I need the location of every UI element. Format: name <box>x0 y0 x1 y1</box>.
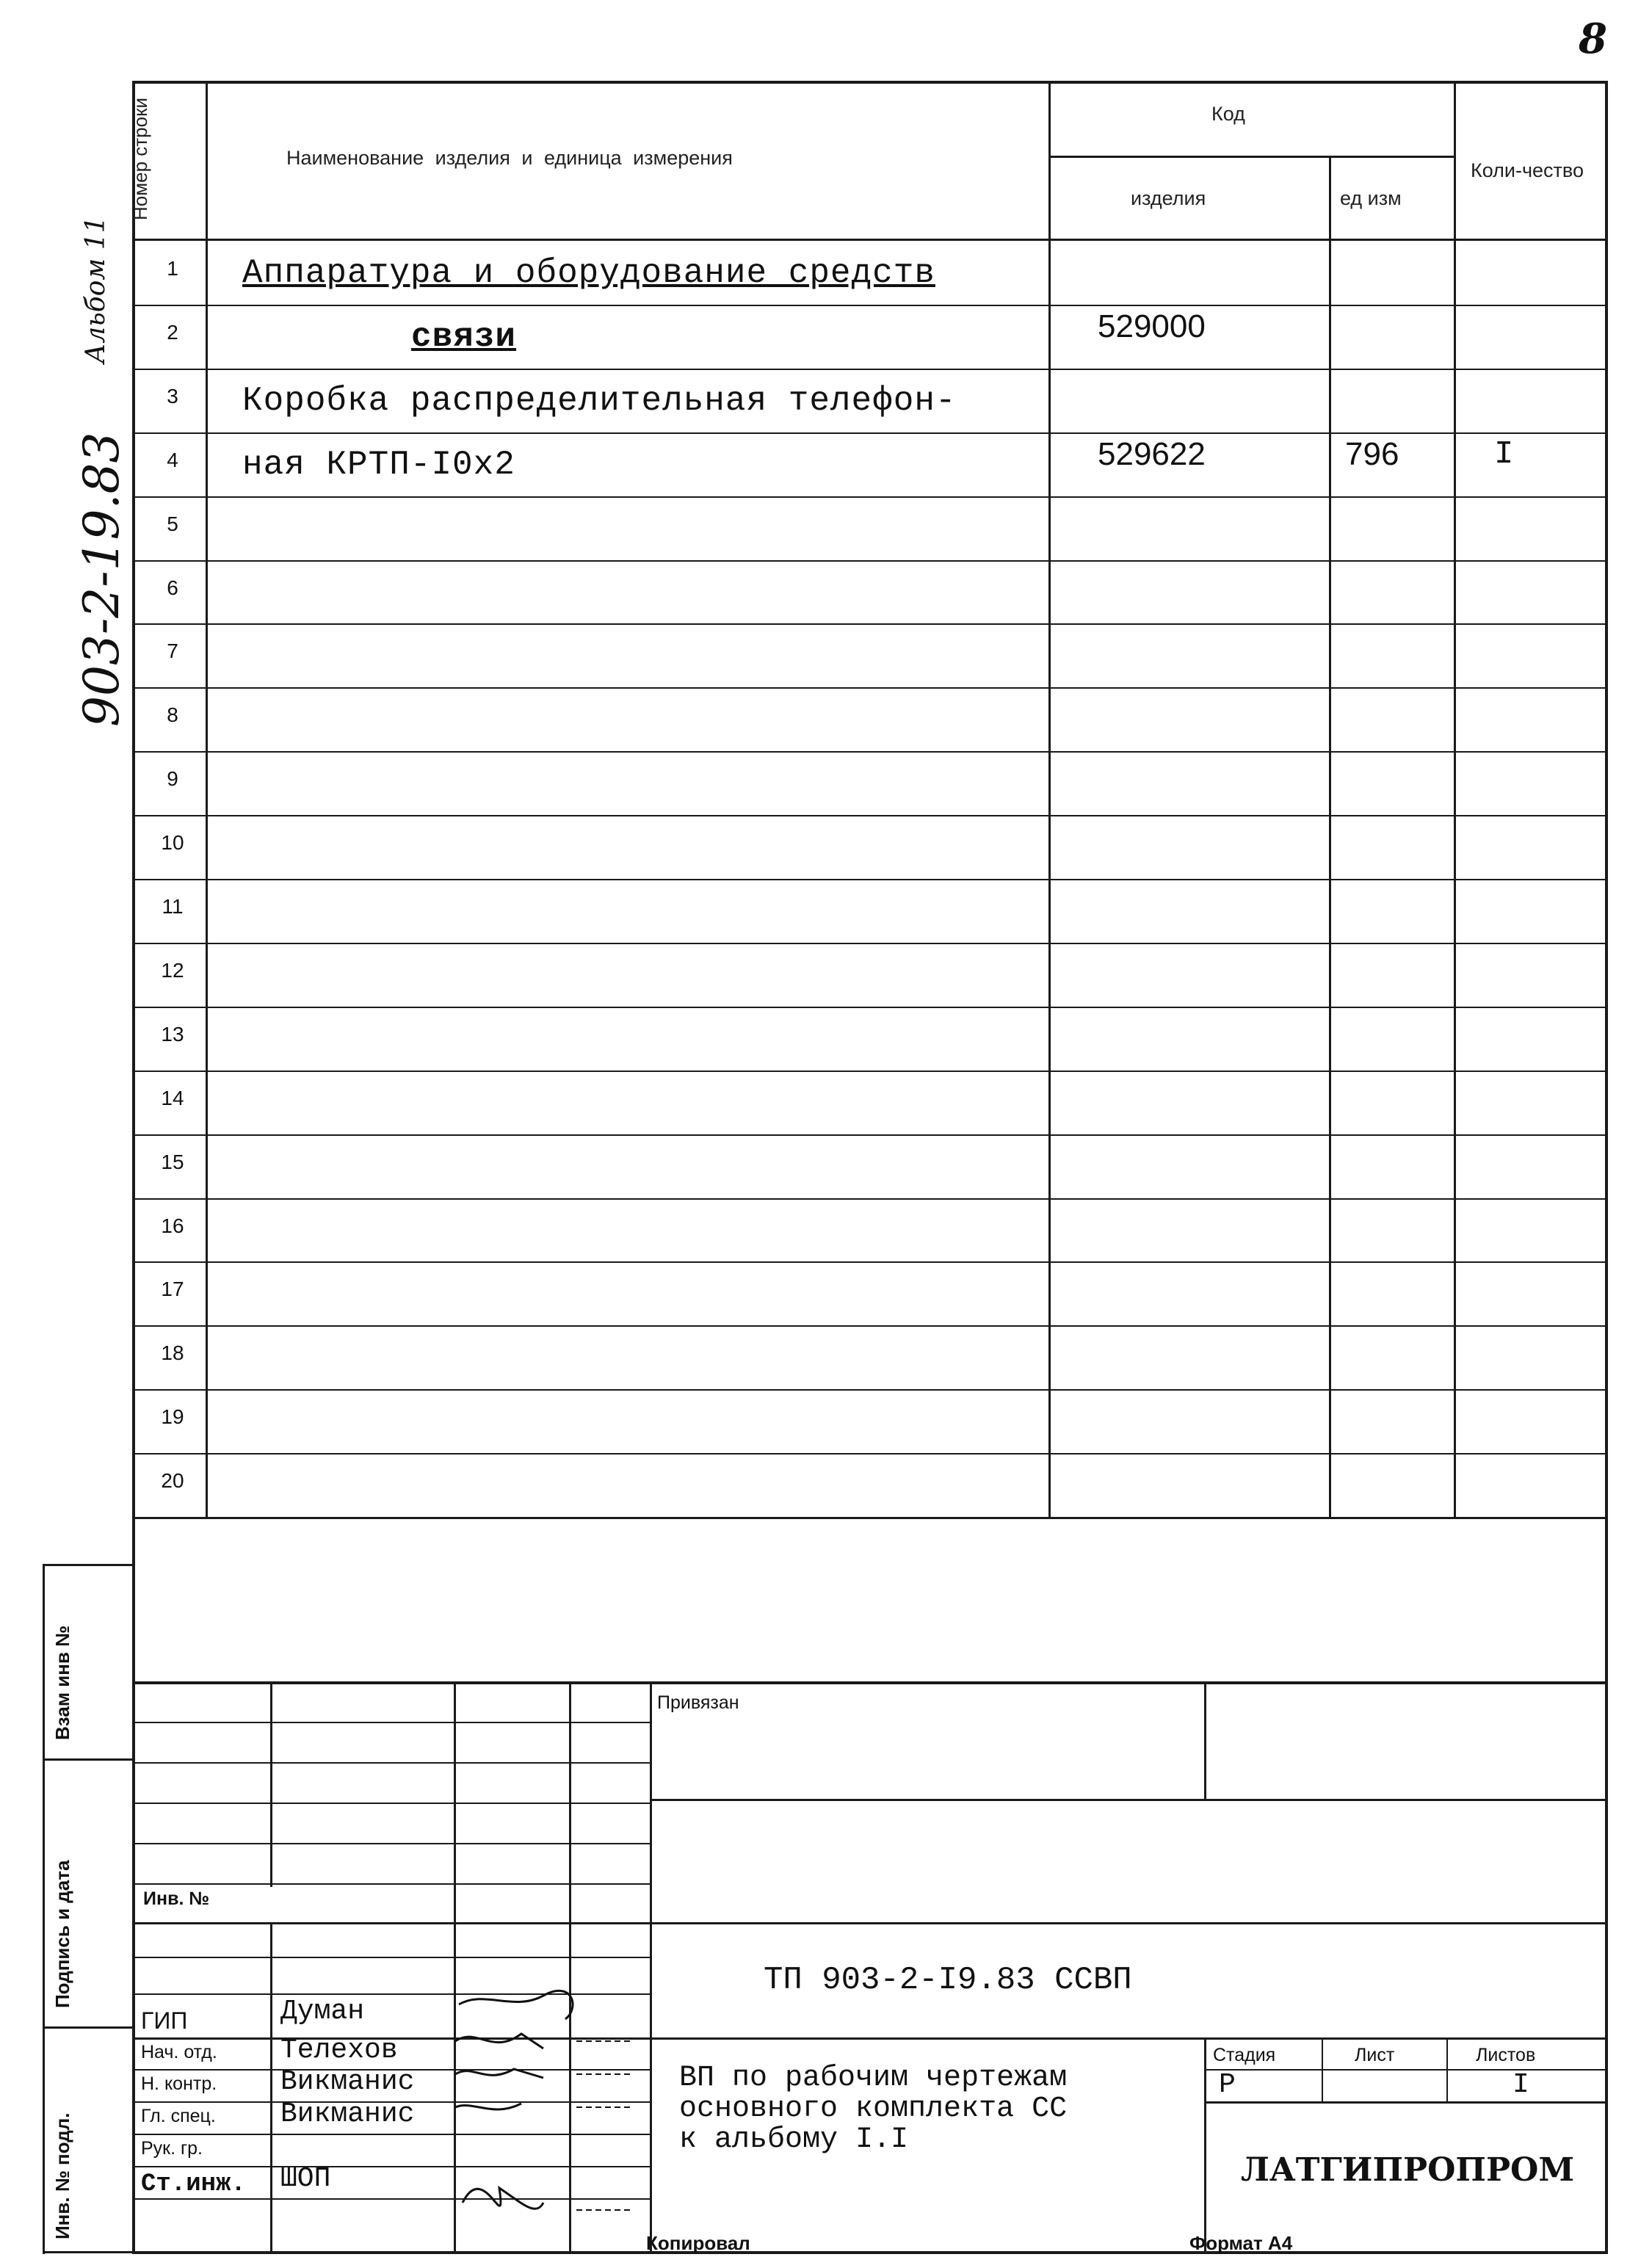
header-code-item: изделия <box>1131 187 1206 209</box>
sheet-label: Лист <box>1355 2045 1395 2065</box>
row-number: 14 <box>161 1087 184 1109</box>
stage-value: Р <box>1219 2069 1236 2101</box>
signature-4 <box>455 2104 521 2109</box>
header-row-number: Номер строки <box>129 98 151 220</box>
role-label: Рук. гр. <box>141 2138 203 2159</box>
signature-3 <box>455 2069 543 2078</box>
privyazan-label: Привязан <box>657 1692 739 1713</box>
row-divider <box>132 1134 1608 1136</box>
row-number: 10 <box>161 831 184 854</box>
role-label: Гл. спец. <box>141 2106 216 2126</box>
signature-2 <box>455 2034 543 2048</box>
row-divider <box>132 751 1608 753</box>
row-number: 8 <box>167 703 178 726</box>
header-name: Наименование изделия и единица измерения <box>286 147 733 169</box>
row-quantity: I <box>1494 436 1514 473</box>
row-divider <box>132 815 1608 816</box>
row-code: 529000 <box>1098 308 1206 344</box>
role-person-name: Викманис <box>280 2098 415 2130</box>
margin-podpis-data: Подпись и дата <box>51 1860 73 2008</box>
row-divider <box>132 432 1608 434</box>
row-number: 19 <box>161 1405 184 1428</box>
row-number: 16 <box>161 1214 184 1237</box>
row-number: 2 <box>167 321 178 344</box>
header-quantity: Коли-чество <box>1471 159 1584 181</box>
row-code: 529622 <box>1098 436 1206 472</box>
row-divider <box>132 1453 1608 1454</box>
role-label: ГИП <box>141 2007 188 2034</box>
row-name: Аппаратура и оборудование средств <box>242 254 935 292</box>
row-divider <box>132 1261 1608 1263</box>
row-number: 4 <box>167 449 178 471</box>
row-divider <box>132 305 1608 306</box>
footer-format: Формат А4 <box>1189 2232 1293 2254</box>
row-number: 13 <box>161 1023 184 1046</box>
row-divider <box>132 1007 1608 1008</box>
row-number: 18 <box>161 1341 184 1364</box>
sheets-value: I <box>1512 2069 1529 2101</box>
row-number: 5 <box>167 512 178 535</box>
row-number: 7 <box>167 640 178 662</box>
row-name: ная КРТП-I0x2 <box>242 446 515 484</box>
role-person-name: Телехов <box>280 2035 398 2066</box>
signature-1 <box>459 1990 573 2019</box>
header-code-unit: ед изм <box>1340 187 1402 209</box>
row-divider <box>132 1389 1608 1391</box>
page-number: 8 <box>1579 15 1607 63</box>
signature-5 <box>463 2188 543 2209</box>
row-divider <box>132 623 1608 625</box>
row-unit: 796 <box>1345 436 1399 472</box>
role-label: Ст.инж. <box>141 2170 246 2198</box>
role-person-name: Викманис <box>280 2066 415 2098</box>
row-divider <box>132 1070 1608 1072</box>
row-number: 11 <box>162 895 184 918</box>
document-title-line-2: основного комплекта СС <box>679 2093 1068 2126</box>
side-project-code: 903-2-19.83 <box>73 432 130 727</box>
sheets-label: Листов <box>1476 2045 1536 2065</box>
row-number: 15 <box>161 1151 184 1173</box>
document-title-line-1: ВП по рабочим чертежам <box>679 2062 1068 2095</box>
role-label: Н. контр. <box>141 2073 217 2094</box>
row-number: 20 <box>161 1469 184 1492</box>
role-label: Нач. отд. <box>141 2042 217 2062</box>
organization-name: ЛАТГИПРОПРОМ <box>1241 2151 1575 2189</box>
inv-no-label: Инв. № <box>143 1888 210 1909</box>
row-number: 1 <box>167 257 178 280</box>
role-person-name: ШОП <box>280 2163 331 2195</box>
margin-inv-podl: Инв. № подл. <box>51 2112 73 2239</box>
row-name: связи <box>411 318 517 356</box>
stage-label: Стадия <box>1213 2045 1276 2065</box>
header-code-group: Код <box>1211 103 1245 125</box>
row-number: 12 <box>161 959 184 982</box>
row-divider <box>132 943 1608 944</box>
row-number: 17 <box>161 1278 184 1300</box>
row-number: 9 <box>167 767 178 790</box>
row-number: 3 <box>167 385 178 407</box>
row-divider <box>132 496 1608 498</box>
side-album-label: Альбом 11 <box>81 216 111 363</box>
row-divider <box>132 560 1608 562</box>
margin-vzam-inv: Взам инв № <box>51 1625 73 1740</box>
row-number: 6 <box>167 576 178 599</box>
document-code: ТП 903-2-I9.83 ССВП <box>764 1962 1132 1999</box>
role-person-name: Думан <box>280 1996 365 2027</box>
row-divider <box>132 1517 1608 1518</box>
row-divider <box>132 369 1608 370</box>
row-divider <box>132 879 1608 880</box>
row-divider <box>132 1198 1608 1200</box>
footer-copied: Копировал <box>646 2232 750 2254</box>
row-divider <box>132 1325 1608 1327</box>
row-name: Коробка распределительная телефон- <box>242 382 957 420</box>
signatures-svg <box>441 1982 661 2254</box>
document-title-line-3: к альбому I.I <box>679 2123 909 2156</box>
row-divider <box>132 687 1608 689</box>
